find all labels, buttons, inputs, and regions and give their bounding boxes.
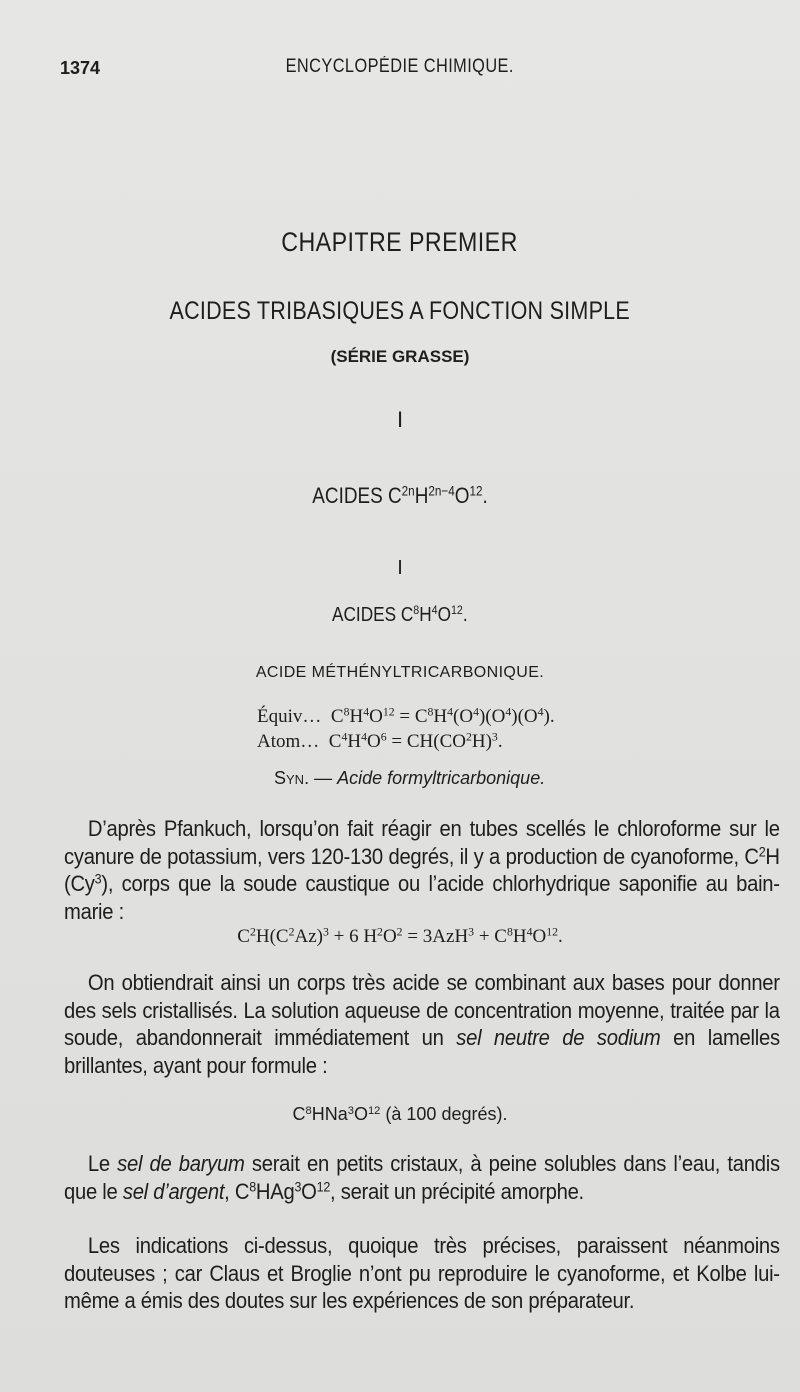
page-number: 1374 [60,58,101,78]
sodium-salt-formula: $C^8HNa^3O^{12}$ (à 100 degrés). [292,1104,508,1124]
subsection-numeral: I [397,557,403,579]
paragraph-pfankuch: D’après Pfankuch, lorsqu’on fait réagir en tubes scellés le chloroforme sur le cyanure de potassium, vers 120-130 degrés, il y a production de cyanoforme, $C^2H$ (Cy$^3$), corps que la soude caustique ou l’acide chlorhydrique saponifie au bain-marie : [64,816,780,924]
section-numeral: I [396,407,404,432]
chapter-subtitle: ACIDES TRIBASIQUES A FONCTION SIMPLE [169,297,631,325]
subsection-heading: ACIDES $C^8H^4O^{12}$. [332,603,468,626]
section-heading: ACIDES $C^{2n}H^{2n-4}O^{12}$. [312,483,488,508]
synonym-line: Syn. — Acide formyltricarbonique. [274,768,546,788]
paragraph-doubts: Les indications ci-dessus, quoique très précises, paraissent néanmoins douteuses ; car Claus et Broglie n’ont pu reproduire le cyanoforme, et Kolbe lui-même a émis des doutes sur les expériences de son préparateur. [64,1233,780,1314]
chapter-title: CHAPITRE PREMIER [281,227,519,257]
paragraph-barium-silver: Le sel de baryum serait en petits cristaux, à peine solubles dans l’eau, tandis que le sel d’argent, $C^8HAg^3O^{12}$, serait un précipité amorphe. [64,1151,780,1204]
series-label: (SÉRIE GRASSE) [330,347,470,366]
acid-name: ACIDE MÉTHÉNYLTRICARBONIQUE. [255,664,545,681]
equiv-formula: Équiv… $C^8H^4O^{12} = C^8H^4(O^4)(O^4)(O^4)$. [257,705,555,727]
atom-formula: Atom… $C^4H^4O^6 = CH(CO^2H)^3$. [257,730,503,752]
paragraph-acid-salts: On obtiendrait ainsi un corps très acide se combinant aux bases pour donner des sels cristallisés. La solution aqueuse de concentration moyenne, traitée par la soude, abandonnerait immédiatement un sel neutre de sodium en lamelles brillantes, ayant pour formule : [64,970,780,1078]
running-title: ENCYCLOPÉDIE CHIMIQUE. [285,56,515,77]
saponification-equation: $C^2H(C^2Az)^3 + 6$ $H^2O^2 = 3AzH^3 + C^8H^4O^{12}$. [237,925,563,947]
